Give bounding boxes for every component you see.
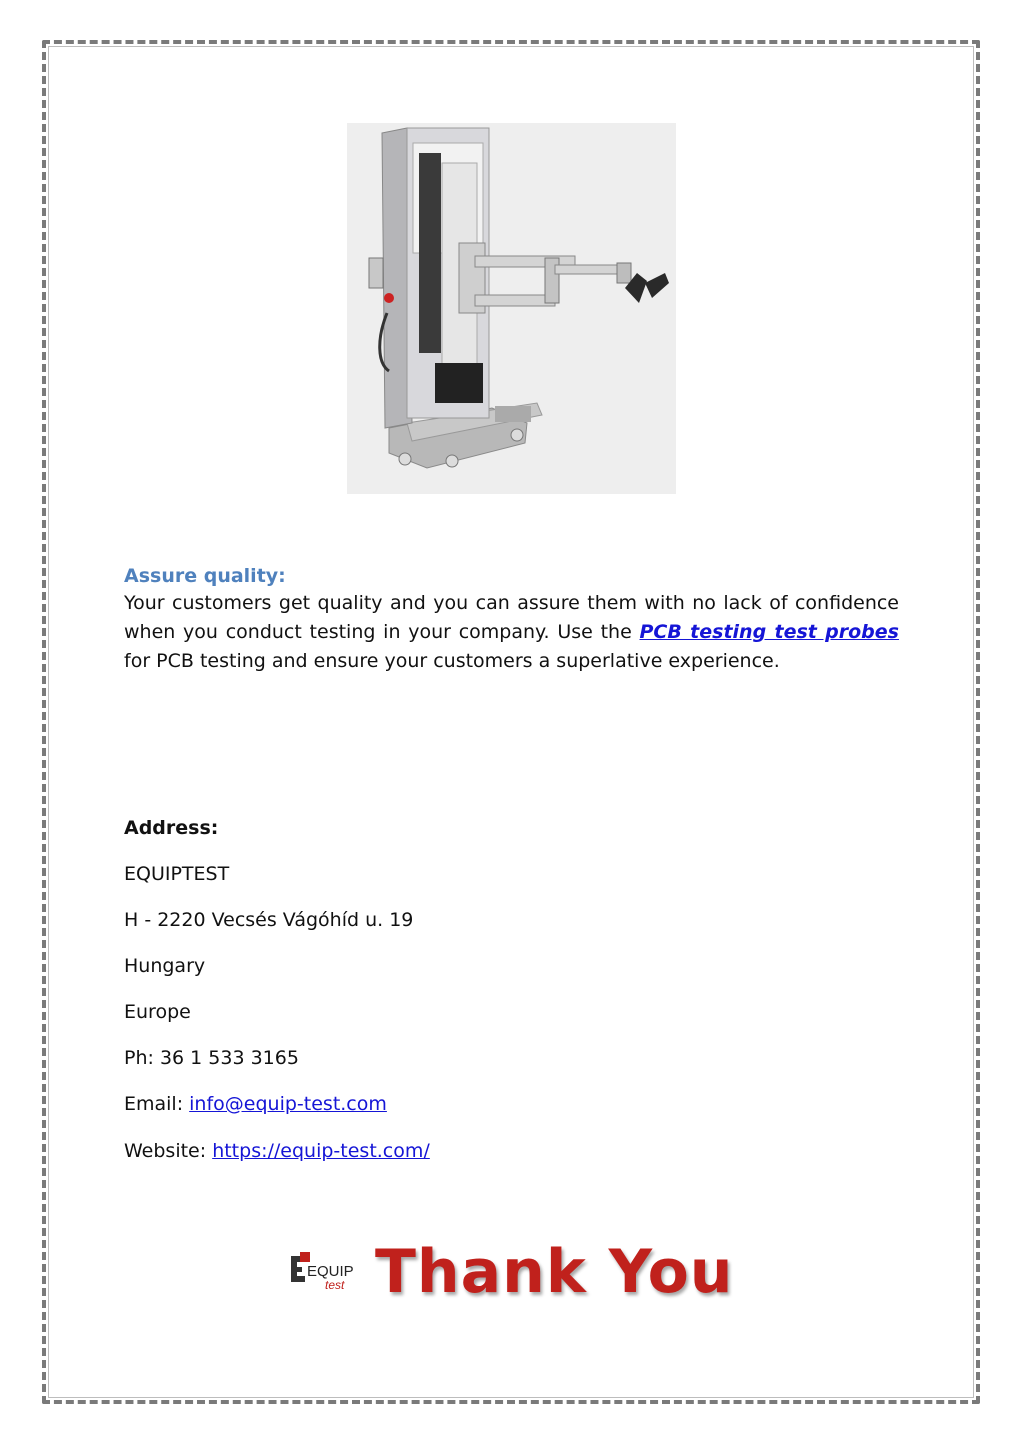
email-label: Email: bbox=[124, 1093, 190, 1115]
paragraph-text-end: for PCB testing and ensure your customers a superlative experience. bbox=[124, 650, 780, 672]
address-website bbox=[124, 1138, 899, 1164]
website-link[interactable]: https://equip-test.com/ bbox=[212, 1140, 430, 1162]
paragraph-text-start: Your customers get quality and you can assure them with no lack of confidence when you conduct testing in your company. Use the bbox=[124, 592, 899, 643]
equip-test-logo bbox=[291, 1252, 355, 1292]
address-heading: Address: bbox=[124, 817, 219, 839]
address-company: EQUIPTEST bbox=[124, 863, 230, 885]
address-country: Hungary bbox=[124, 955, 206, 977]
closing-banner bbox=[291, 1236, 734, 1308]
address-email bbox=[124, 1091, 899, 1117]
thank-you-text: Thank You bbox=[375, 1237, 734, 1307]
website-label: Website: bbox=[124, 1140, 213, 1162]
address-street: H - 2220 Vecsés Vágóhíd u. 19 bbox=[124, 909, 414, 931]
svg-text:EQUIP: EQUIP bbox=[307, 1263, 354, 1280]
svg-text:test: test bbox=[325, 1278, 345, 1292]
pcb-probes-link[interactable]: PCB testing test probes bbox=[639, 621, 899, 643]
manipulator-arm-photo bbox=[347, 123, 676, 494]
assure-quality-heading: Assure quality: bbox=[124, 565, 286, 587]
email-link[interactable]: info@equip-test.com bbox=[189, 1093, 387, 1115]
assure-quality-paragraph bbox=[124, 589, 899, 676]
address-phone: Ph: 36 1 533 3165 bbox=[124, 1047, 299, 1069]
address-region: Europe bbox=[124, 1001, 191, 1023]
